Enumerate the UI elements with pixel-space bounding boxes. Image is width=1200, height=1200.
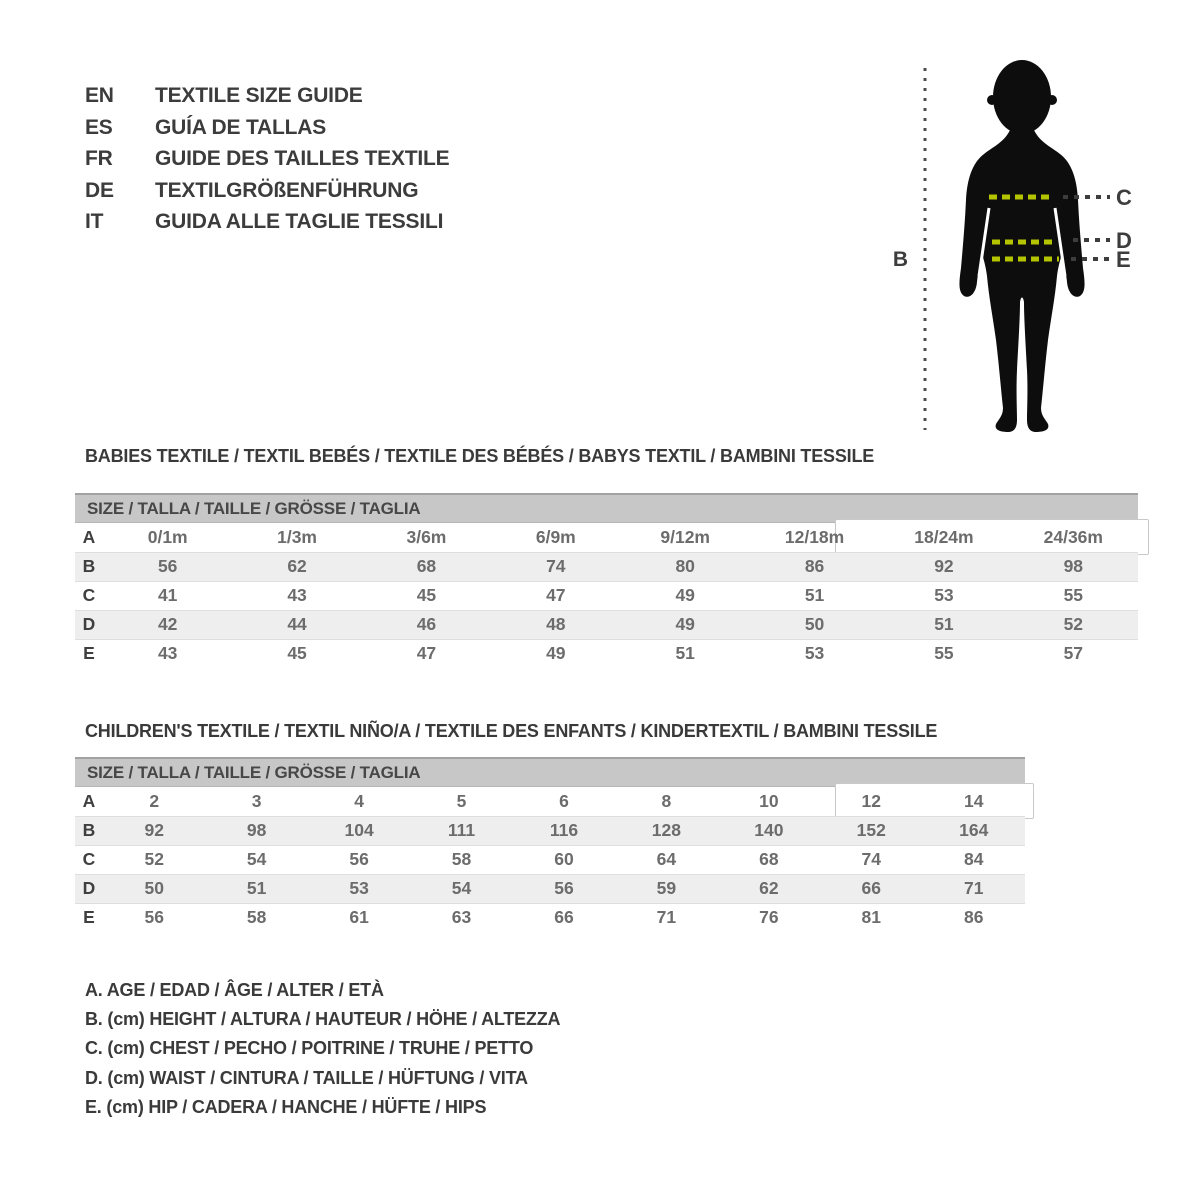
size-value-cell: 47 <box>546 585 566 605</box>
size-value-cell: 50 <box>750 610 879 639</box>
size-value-cell: 63 <box>451 907 472 928</box>
size-value-cell: 55 <box>1063 585 1084 605</box>
size-value-cell: 111 <box>410 816 512 845</box>
size-value-cell: 0/1m <box>147 526 188 547</box>
size-value-cell: 53 <box>308 874 410 903</box>
children-section-title: CHILDREN'S TEXTILE / TEXTIL NIÑO/A / TEXTILE DES ENFANTS / KINDERTEXTIL / BAMBINI TESSILE <box>85 721 938 741</box>
lang-label-de: TEXTILGRÖßENFÜHRUNG <box>155 178 419 202</box>
babies-table-header-bar: SIZE / TALLA / TAILLE / GRÖSSE / TAGLIA <box>75 493 1138 523</box>
size-value-cell: 42 <box>103 610 232 639</box>
table-row <box>75 610 1138 639</box>
table-row <box>75 903 1025 932</box>
babies-table-grid <box>75 523 1138 668</box>
size-value-cell: 45 <box>287 643 307 664</box>
hip-label: E <box>1116 247 1131 272</box>
legend-chest: C. (cm) CHEST / PECHO / POITRINE / TRUHE / PETTO <box>85 1038 534 1059</box>
size-value-cell: 47 <box>416 643 437 664</box>
size-value-cell: 44 <box>232 610 361 639</box>
size-value-cell: 52 <box>144 849 164 869</box>
size-value-cell: 64 <box>656 849 677 869</box>
table-row <box>75 523 1138 552</box>
size-value-cell: 128 <box>615 816 717 845</box>
size-value-cell: 43 <box>287 585 307 605</box>
size-value-cell: 68 <box>759 849 779 869</box>
size-value-cell: 53 <box>804 643 825 664</box>
children-table-grid <box>75 787 1025 932</box>
size-value-cell: 4 <box>354 790 364 811</box>
size-value-cell: 66 <box>554 907 574 928</box>
size-value-cell: 92 <box>103 816 205 845</box>
size-value-cell: 86 <box>750 552 879 581</box>
size-value-cell: 92 <box>879 552 1008 581</box>
lang-code-es: ES <box>85 115 113 139</box>
table-row <box>75 787 1025 816</box>
language-list <box>85 80 449 238</box>
size-value-cell: 76 <box>759 907 779 928</box>
size-value-cell: 74 <box>491 552 620 581</box>
row-label: A <box>82 790 96 811</box>
table-row <box>75 874 1025 903</box>
size-value-cell: 104 <box>308 816 410 845</box>
size-value-cell: 61 <box>349 907 369 928</box>
measurement-figure <box>860 50 1160 440</box>
size-value-cell: 152 <box>820 816 922 845</box>
legend-height: B. (cm) HEIGHT / ALTURA / HAUTEUR / HÖHE / ALTEZZA <box>85 1009 561 1030</box>
size-value-cell: 52 <box>1009 610 1138 639</box>
size-value-cell: 57 <box>1063 643 1084 664</box>
table-row <box>75 639 1138 668</box>
size-value-cell: 81 <box>861 907 882 928</box>
size-value-cell: 51 <box>879 610 1008 639</box>
row-label: D <box>75 610 103 639</box>
size-value-cell: 18/24m <box>914 526 974 547</box>
children-size-table <box>75 757 1025 932</box>
lang-label-en: TEXTILE SIZE GUIDE <box>155 84 363 107</box>
size-value-cell: 56 <box>513 874 615 903</box>
size-value-cell: 140 <box>718 816 820 845</box>
table-row <box>75 552 1138 581</box>
row-label: D <box>75 874 103 903</box>
table-row <box>75 581 1138 610</box>
lang-code-de: DE <box>85 178 114 202</box>
waist-label: D <box>1116 228 1132 253</box>
size-value-cell: 46 <box>362 610 491 639</box>
chest-label: C <box>1116 185 1132 210</box>
size-value-cell: 98 <box>205 816 307 845</box>
size-value-cell: 24/36m <box>1043 526 1103 547</box>
size-value-cell: 116 <box>513 816 615 845</box>
lang-label-es: GUÍA DE TALLAS <box>155 115 327 139</box>
size-value-cell: 71 <box>923 874 1026 903</box>
row-label: B <box>75 816 103 845</box>
size-value-cell: 164 <box>923 816 1026 845</box>
size-value-cell: 58 <box>246 907 267 928</box>
lang-code-en: EN <box>85 84 114 107</box>
size-value-cell: 12/18m <box>784 526 845 547</box>
size-value-cell: 6 <box>559 790 569 811</box>
row-label: B <box>75 552 103 581</box>
size-value-cell: 48 <box>491 610 620 639</box>
row-label: A <box>82 526 96 547</box>
child-silhouette-diagram <box>860 50 1160 440</box>
child-silhouette <box>959 60 1084 432</box>
size-value-cell: 56 <box>349 849 369 869</box>
table-row <box>75 845 1025 874</box>
size-value-cell: 74 <box>861 849 882 869</box>
size-value-cell: 49 <box>546 643 566 664</box>
size-value-cell: 84 <box>964 849 984 869</box>
size-value-cell: 86 <box>964 907 984 928</box>
babies-section-title: BABIES TEXTILE / TEXTIL BEBÉS / TEXTILE DES BÉBÉS / BABYS TEXTIL / BAMBINI TESSILE <box>85 446 875 466</box>
size-value-cell: 41 <box>157 585 178 605</box>
size-value-cell: 98 <box>1009 552 1138 581</box>
size-value-cell: 8 <box>661 790 672 811</box>
size-value-cell: 62 <box>232 552 361 581</box>
legend-hip: E. (cm) HIP / CADERA / HANCHE / HÜFTE / HIPS <box>85 1096 487 1117</box>
size-value-cell: 51 <box>675 643 695 664</box>
size-value-cell: 12 <box>861 790 882 811</box>
legend-waist: D. (cm) WAIST / CINTURA / TAILLE / HÜFTUNG / VITA <box>85 1067 528 1088</box>
size-value-cell: 2 <box>149 790 160 811</box>
size-value-cell: 10 <box>759 790 779 811</box>
size-value-cell: 3 <box>251 790 262 811</box>
size-value-cell: 43 <box>157 643 178 664</box>
size-value-cell: 14 <box>964 790 984 811</box>
table-row <box>75 816 1025 845</box>
size-value-cell: 55 <box>934 643 954 664</box>
lang-label-fr: GUIDE DES TAILLES TEXTILE <box>155 147 450 170</box>
size-value-cell: 50 <box>103 874 205 903</box>
measurement-legend <box>85 976 560 1122</box>
size-value-cell: 1/3m <box>277 526 317 547</box>
children-table-header-bar: SIZE / TALLA / TAILLE / GRÖSSE / TAGLIA <box>75 757 1025 787</box>
row-label: E <box>83 907 95 928</box>
size-value-cell: 3/6m <box>406 526 447 547</box>
size-value-cell: 54 <box>410 874 512 903</box>
size-value-cell: 53 <box>934 585 954 605</box>
size-value-cell: 54 <box>246 849 267 869</box>
size-value-cell: 51 <box>804 585 825 605</box>
size-value-cell: 56 <box>103 552 232 581</box>
size-value-cell: 66 <box>820 874 922 903</box>
lang-code-it: IT <box>85 210 104 233</box>
size-value-cell: 60 <box>554 849 574 869</box>
lang-label-it: GUIDA ALLE TAGLIE TESSILI <box>155 210 444 233</box>
lang-code-fr: FR <box>85 147 113 170</box>
babies-size-table <box>75 493 1138 668</box>
row-label: E <box>83 643 95 664</box>
row-label: C <box>82 585 96 605</box>
size-value-cell: 5 <box>456 790 467 811</box>
height-label: B <box>892 248 908 271</box>
size-value-cell: 49 <box>621 610 750 639</box>
size-value-cell: 9/12m <box>660 526 710 547</box>
size-value-cell: 68 <box>362 552 491 581</box>
size-value-cell: 51 <box>205 874 307 903</box>
size-value-cell: 49 <box>675 585 695 605</box>
row-label: C <box>82 849 96 869</box>
size-value-cell: 58 <box>451 849 472 869</box>
size-value-cell: 62 <box>718 874 820 903</box>
size-value-cell: 80 <box>621 552 750 581</box>
size-value-cell: 56 <box>144 907 164 928</box>
size-value-cell: 6/9m <box>535 526 576 547</box>
legend-age: A. AGE / EDAD / ÂGE / ALTER / ETÀ <box>85 980 384 1000</box>
size-value-cell: 71 <box>656 907 677 928</box>
size-value-cell: 45 <box>416 585 437 605</box>
size-value-cell: 59 <box>615 874 717 903</box>
